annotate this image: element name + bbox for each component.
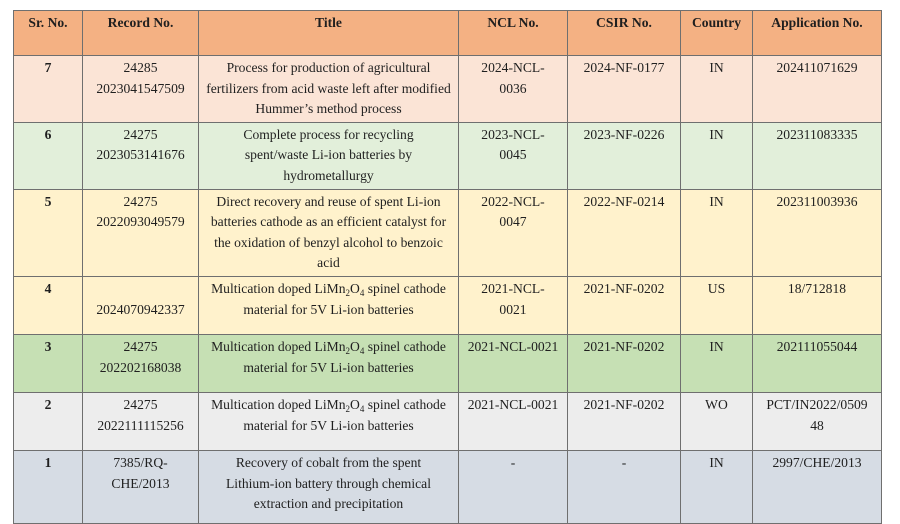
csir-no-cell: 2021-NF-0202: [568, 392, 681, 450]
table-row: [14, 189, 882, 276]
record-no-line: 7385/RQ-: [113, 454, 168, 470]
table-row: [14, 450, 882, 523]
application-no-cell: [753, 189, 882, 276]
sr-no-cell: 3: [14, 334, 83, 392]
ncl-no-line: 2021-NCL-: [481, 280, 545, 296]
table-row: [14, 334, 882, 392]
application-no-line: 202111055044: [776, 338, 858, 354]
record-no-cell: [83, 56, 199, 123]
ncl-no-line: 0047: [499, 214, 527, 230]
ncl-no-line: 2024-NCL-: [481, 60, 545, 75]
header-ncl-no: NCL No.: [459, 11, 568, 56]
title-cell: [199, 276, 459, 334]
ncl-no-cell: [459, 189, 568, 276]
sr-no-cell: 5: [14, 189, 83, 276]
application-no-line: 202411071629: [776, 60, 858, 75]
application-no-line: 202311003936: [776, 193, 858, 209]
record-no-cell: [83, 122, 199, 189]
title-cell: [199, 450, 459, 523]
application-no-cell: [753, 276, 882, 334]
title-cell: [199, 392, 459, 450]
application-no-line: 2997/CHE/2013: [772, 454, 862, 470]
ncl-no-line: 0021: [499, 301, 527, 317]
application-no-cell: [753, 122, 882, 189]
csir-no-cell: 2023-NF-0226: [568, 122, 681, 189]
application-no-cell: [753, 392, 882, 450]
country-cell: IN: [681, 189, 753, 276]
record-no-line: 24275: [123, 396, 158, 412]
ncl-no-cell: [459, 276, 568, 334]
title-cell: [199, 122, 459, 189]
sr-no-cell: 6: [14, 122, 83, 189]
sr-no-cell: 7: [14, 56, 83, 123]
sr-no-cell: 4: [14, 276, 83, 334]
header-record-no: Record No.: [83, 11, 199, 56]
header-sr-no: Sr. No.: [14, 11, 83, 56]
csir-no-cell: 2021-NF-0202: [568, 276, 681, 334]
csir-no-cell: -: [568, 450, 681, 523]
sr-no-cell: 1: [14, 450, 83, 523]
ncl-no-line: -: [510, 454, 516, 470]
record-no-line: 2023053141676: [96, 147, 185, 163]
header-application-no: Application No.: [753, 11, 882, 56]
record-no-line: 2024070942337: [96, 301, 185, 317]
ncl-no-cell: [459, 450, 568, 523]
application-no-line: PCT/IN2022/0509: [766, 396, 868, 412]
header-csir-no: CSIR No.: [568, 11, 681, 56]
ncl-no-line: 2021-NCL-0021: [467, 338, 559, 354]
title-text: Recovery of cobalt from the spent Lithium-ion battery through chemical extraction and precipitation: [226, 454, 431, 512]
record-no-line: 24275: [123, 193, 158, 209]
patent-table: [13, 10, 882, 524]
application-no-cell: [753, 334, 882, 392]
application-no-cell: [753, 450, 882, 523]
ncl-no-line: 2023-NCL-: [481, 126, 545, 142]
table-row: [14, 392, 882, 450]
application-no-line: 48: [810, 417, 824, 433]
record-no-line: 2023041547509: [96, 80, 185, 96]
ncl-no-cell: [459, 122, 568, 189]
ncl-no-line: 2021-NCL-0021: [467, 396, 559, 412]
record-no-cell: [83, 392, 199, 450]
record-no-line: 2022111115256: [97, 417, 184, 433]
title-text: Multication doped $LiMn_2O_4$ spinel cathode material for 5V Li-ion batteries: [211, 280, 446, 317]
record-no-cell: [83, 276, 199, 334]
record-no-line: 24275: [123, 338, 158, 354]
country-cell: IN: [681, 122, 753, 189]
country-cell: IN: [681, 450, 753, 523]
title-text: Multication doped $LiMn_2O_4$ spinel cathode material for 5V Li-ion batteries: [211, 396, 446, 433]
record-no-cell: [83, 189, 199, 276]
title-cell: [199, 56, 459, 123]
csir-no-cell: 2024-NF-0177: [568, 56, 681, 123]
country-cell: IN: [681, 334, 753, 392]
title-text: Multication doped $LiMn_2O_4$ spinel cathode material for 5V Li-ion batteries: [211, 338, 446, 375]
title-cell: [199, 334, 459, 392]
record-no-cell: [83, 334, 199, 392]
header-row: [14, 11, 882, 56]
record-no-line: 24275: [123, 126, 158, 142]
ncl-no-line: 0045: [499, 147, 527, 163]
record-no-cell: [83, 450, 199, 523]
table-row: [14, 276, 882, 334]
country-cell: WO: [681, 392, 753, 450]
csir-no-cell: 2022-NF-0214: [568, 189, 681, 276]
ncl-no-cell: [459, 56, 568, 123]
title-cell: [199, 189, 459, 276]
application-no-line: 18/712818: [787, 280, 847, 296]
csir-no-cell: 2021-NF-0202: [568, 334, 681, 392]
record-no-line: [86, 279, 195, 300]
title-text: Complete process for recycling spent/waste Li-ion batteries by hydrometallurgy: [243, 126, 414, 183]
record-no-line: 24285: [123, 60, 158, 75]
country-cell: IN: [681, 56, 753, 123]
ncl-no-line: 0036: [499, 80, 527, 96]
table-row: [14, 122, 882, 189]
application-no-cell: [753, 56, 882, 123]
header-title: Title: [199, 11, 459, 56]
ncl-no-cell: [459, 392, 568, 450]
ncl-no-line: 2022-NCL-: [481, 193, 545, 209]
title-text: Direct recovery and reuse of spent Li-ion batteries cathode as an efficient catalyst for the oxidation of benzyl alcohol to benzoic acid: [210, 193, 447, 271]
record-no-line: 2022093049579: [96, 214, 185, 230]
country-cell: US: [681, 276, 753, 334]
title-text: Process for production of agricultural fertilizers from acid waste left after modified Hummer’s method process: [206, 60, 451, 117]
record-no-line: CHE/2013: [111, 475, 170, 491]
header-country: Country: [681, 11, 753, 56]
ncl-no-cell: [459, 334, 568, 392]
sr-no-cell: 2: [14, 392, 83, 450]
record-no-line: 202202168038: [99, 359, 182, 375]
application-no-line: 202311083335: [776, 126, 858, 142]
table-row: [14, 56, 882, 123]
